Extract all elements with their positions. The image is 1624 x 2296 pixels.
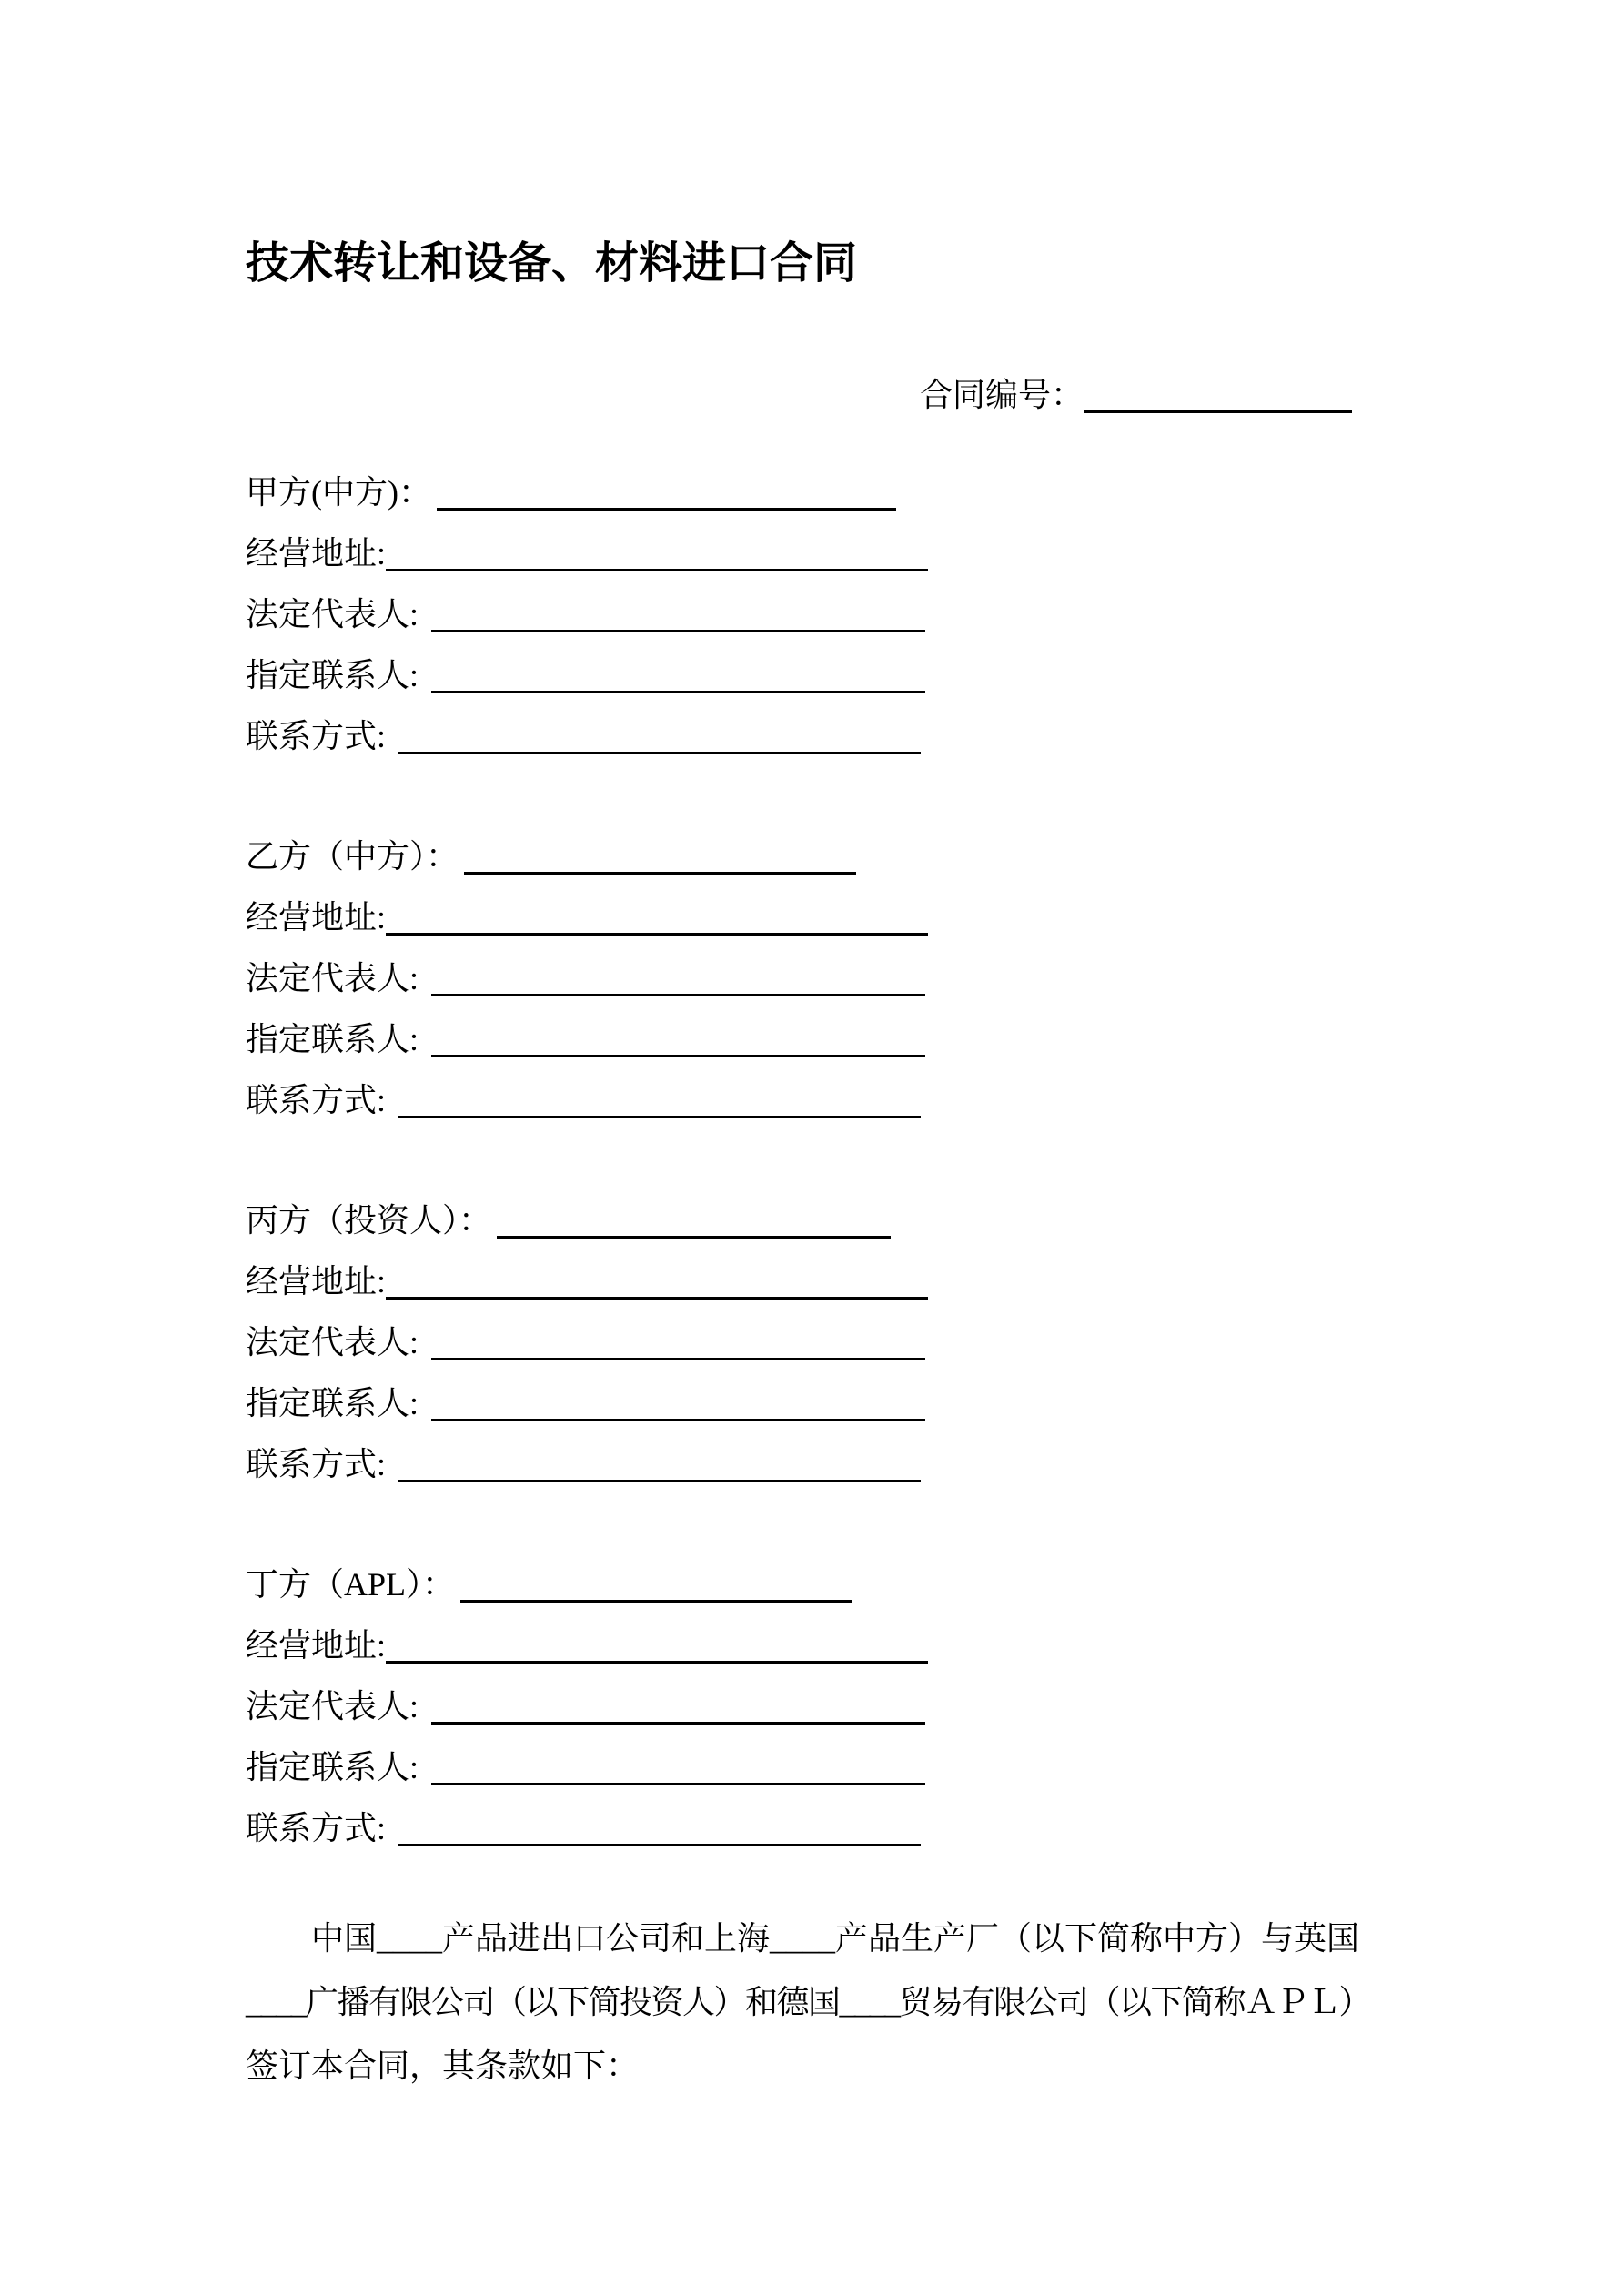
party-b-contact-person-row (246, 1009, 1378, 1070)
party-b-role-row (246, 826, 1378, 887)
party-c-legal-rep-blank[interactable] (431, 1358, 925, 1360)
party-a-role-row (246, 462, 1378, 523)
party-a-contact-person-blank[interactable] (431, 691, 925, 693)
party-b-address-row (246, 887, 1378, 948)
document-title: 技术转让和设备、材料进口合同 (246, 239, 858, 288)
closing-line-2: ____广播有限公司（以下简投资人）和德国____贸易有限公司（以下简称ＡＰＬ） (246, 1984, 1371, 2020)
party-b-contact-method-row (246, 1070, 1378, 1131)
party-b-contact-person-label: 指定联系人: (246, 1021, 419, 1057)
party-a-address-blank[interactable] (386, 569, 928, 571)
party-b-legal-rep-row (246, 948, 1378, 1009)
party-d-contact-method-blank[interactable] (398, 1844, 921, 1846)
party-c-contact-method-row (246, 1434, 1378, 1495)
party-c-address-label: 经营地址: (246, 1263, 387, 1300)
party-b-address-blank[interactable] (386, 933, 928, 936)
party-c-address-row (246, 1251, 1378, 1312)
closing-line-1: 中国____产品进出口公司和上海____产品生产厂（以下简称中方）与英国 (311, 1920, 1360, 1957)
party-d-address-label: 经营地址: (246, 1627, 387, 1664)
party-d-role-label: 丁方（APL）： (246, 1566, 456, 1603)
party-b-contact-method-label: 联系方式: (246, 1082, 387, 1118)
party-a-legal-rep-blank[interactable] (431, 630, 925, 632)
party-b-role-label: 乙方（中方）： (246, 838, 459, 875)
party-b-contact-person-blank[interactable] (431, 1055, 925, 1057)
party-d-legal-rep-blank[interactable] (431, 1722, 925, 1725)
party-c-contact-person-label: 指定联系人: (246, 1385, 419, 1421)
party-d-contact-person-label: 指定联系人: (246, 1749, 419, 1785)
party-c-role-label: 丙方（投资人）： (246, 1202, 492, 1239)
party-d-address-blank[interactable] (386, 1661, 928, 1664)
party-a-address-label: 经营地址: (246, 535, 387, 571)
party-c-contact-method-label: 联系方式: (246, 1446, 387, 1482)
party-d-legal-rep-label: 法定代表人: (246, 1688, 419, 1725)
party-c-address-blank[interactable] (386, 1297, 928, 1300)
party-c-legal-rep-label: 法定代表人: (246, 1324, 419, 1360)
party-d-name-blank[interactable] (460, 1600, 852, 1603)
party-a-contact-person-row (246, 645, 1378, 706)
party-a-role-label: 甲方(中方)： (246, 474, 431, 511)
contract-number-row (246, 373, 1378, 417)
party-b-contact-method-blank[interactable] (398, 1116, 921, 1118)
party-a-block (246, 462, 1378, 767)
party-c-role-row (246, 1190, 1378, 1251)
party-d-contact-person-blank[interactable] (431, 1783, 925, 1785)
closing-line-3: 签订本合同，其条款如下： (246, 2048, 640, 2084)
party-d-contact-method-row (246, 1798, 1378, 1859)
party-d-block (246, 1554, 1378, 1859)
party-a-address-row (246, 523, 1378, 584)
closing-paragraph (246, 1907, 1378, 2098)
party-a-legal-rep-row (246, 584, 1378, 645)
party-c-name-blank[interactable] (497, 1236, 891, 1239)
party-a-contact-method-row (246, 706, 1378, 767)
party-c-block (246, 1190, 1378, 1495)
party-b-block (246, 826, 1378, 1131)
contract-number-blank[interactable] (1084, 410, 1352, 413)
party-a-legal-rep-label: 法定代表人: (246, 596, 419, 632)
party-d-contact-person-row (246, 1737, 1378, 1798)
contract-number-label: 合同编号： (920, 377, 1084, 413)
party-d-legal-rep-row (246, 1676, 1378, 1737)
party-a-name-blank[interactable] (437, 508, 896, 511)
party-c-contact-person-blank[interactable] (431, 1419, 925, 1421)
party-b-name-blank[interactable] (464, 872, 856, 875)
party-b-legal-rep-label: 法定代表人: (246, 960, 419, 996)
party-d-role-row (246, 1554, 1378, 1615)
party-c-contact-method-blank[interactable] (398, 1480, 921, 1482)
party-c-legal-rep-row (246, 1312, 1378, 1373)
party-a-contact-method-label: 联系方式: (246, 718, 387, 754)
party-b-legal-rep-blank[interactable] (431, 994, 925, 996)
party-d-contact-method-label: 联系方式: (246, 1810, 387, 1846)
party-a-contact-method-blank[interactable] (398, 752, 921, 754)
party-d-address-row (246, 1615, 1378, 1676)
party-b-address-label: 经营地址: (246, 899, 387, 936)
party-c-contact-person-row (246, 1373, 1378, 1434)
party-a-contact-person-label: 指定联系人: (246, 657, 419, 693)
